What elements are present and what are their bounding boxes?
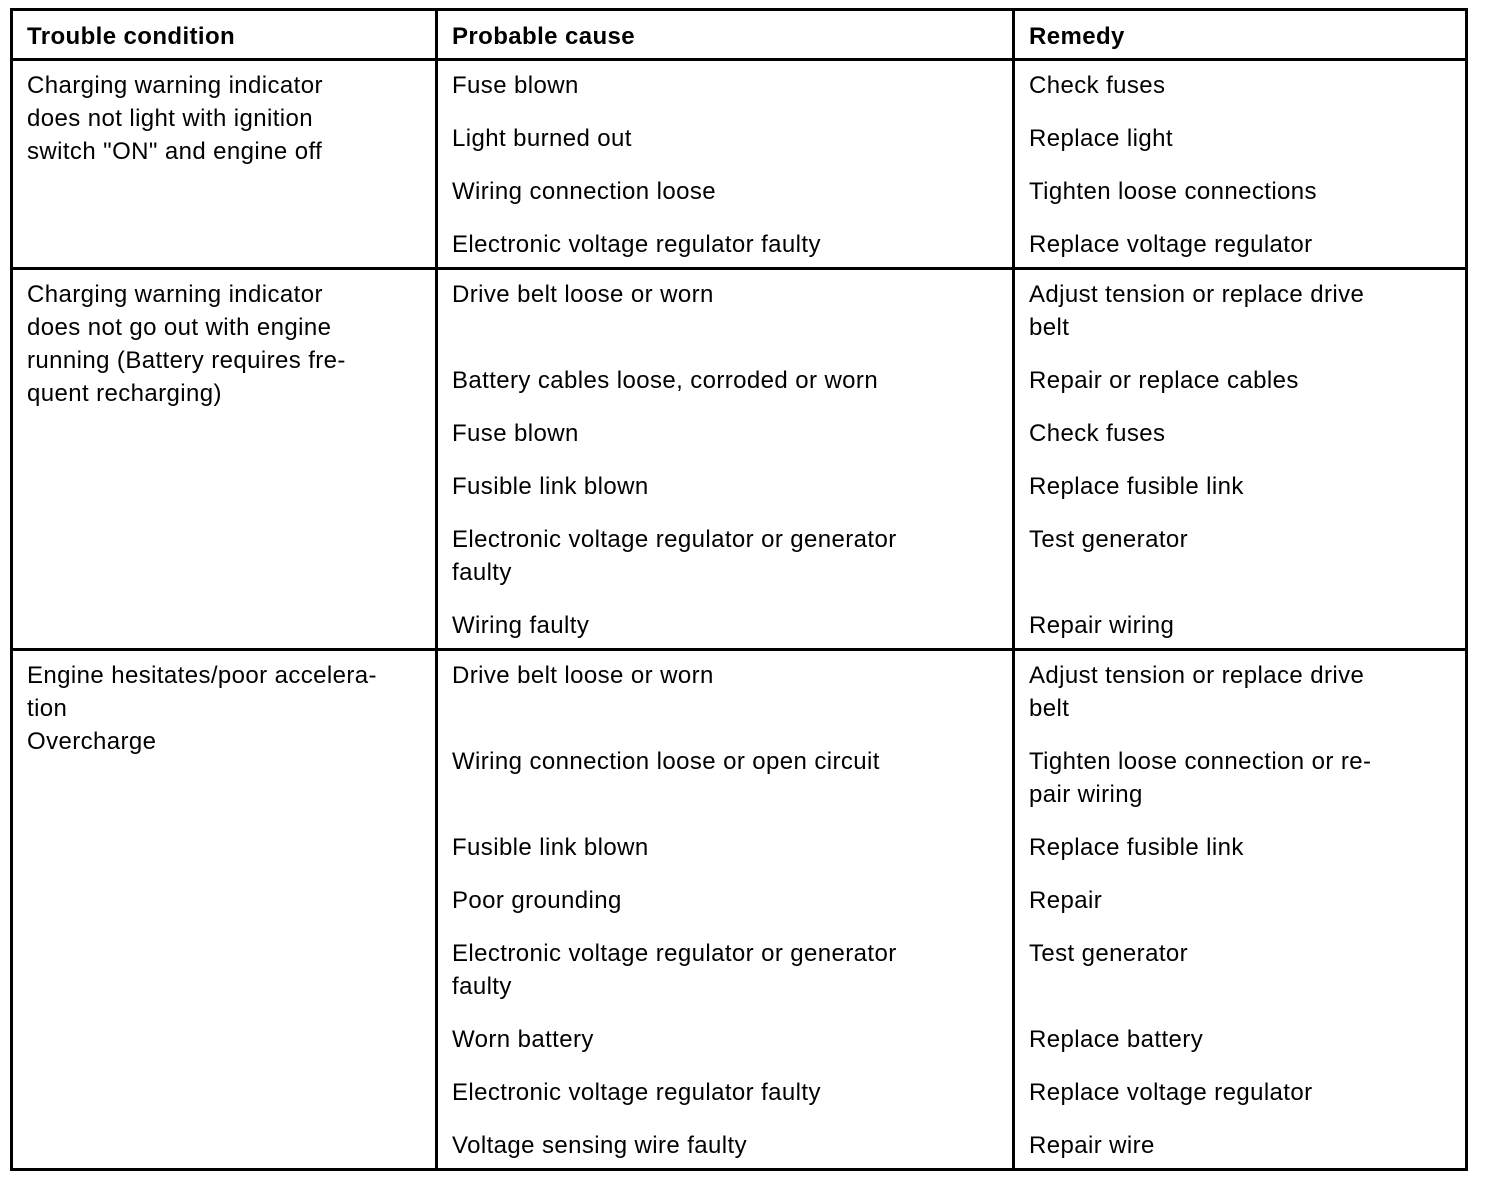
header-trouble-condition: Trouble condition: [12, 10, 437, 60]
remedy-item: Repair: [1029, 887, 1103, 914]
remedy-item: Test generator: [1029, 940, 1189, 967]
probable-cause-item: Battery cables loose, corroded or worn: [452, 367, 879, 394]
trouble-condition-cell: [12, 60, 437, 269]
header-remedy: Remedy: [1014, 10, 1467, 60]
remedy-item: Replace battery: [1029, 1026, 1204, 1053]
probable-cause-item: Light burned out: [452, 125, 632, 152]
probable-cause-item: Fusible link blown: [452, 834, 649, 861]
header-row: [12, 10, 1467, 60]
remedy-item: Adjust tension or replace drive belt: [1029, 281, 1365, 341]
probable-cause-item: Electronic voltage regulator or generator faulty: [452, 526, 897, 586]
trouble-condition-text: Charging warning indicator does not light with ignition switch "ON" and engine off: [27, 72, 323, 165]
probable-cause-cell: [437, 269, 1014, 650]
probable-cause-item: Drive belt loose or worn: [452, 662, 714, 689]
probable-cause-item: Drive belt loose or worn: [452, 281, 714, 308]
remedy-cell: [1014, 269, 1467, 650]
probable-cause-list: [438, 651, 1012, 1168]
probable-cause-item: Electronic voltage regulator faulty: [452, 231, 821, 258]
probable-cause-item: Electronic voltage regulator or generator faulty: [452, 940, 897, 1000]
probable-cause-list: [438, 270, 1012, 648]
probable-cause-item: Wiring faulty: [452, 612, 590, 639]
probable-cause-item: Worn battery: [452, 1026, 594, 1053]
trouble-condition-text: Charging warning indicator does not go out with engine running (Battery requires fre- quent recharging): [27, 281, 346, 407]
probable-cause-item: Electronic voltage regulator faulty: [452, 1079, 821, 1106]
troubleshooting-table: [10, 8, 1468, 1171]
remedy-item: Test generator: [1029, 526, 1189, 553]
remedy-item: Replace light: [1029, 125, 1173, 152]
table-body: [12, 60, 1467, 1170]
probable-cause-item: Poor grounding: [452, 887, 622, 914]
remedy-cell: [1014, 60, 1467, 269]
remedy-list: [1015, 651, 1465, 1168]
probable-cause-item: Fuse blown: [452, 72, 579, 99]
remedy-item: Check fuses: [1029, 72, 1166, 99]
probable-cause-item: Fuse blown: [452, 420, 579, 447]
remedy-item: Replace fusible link: [1029, 834, 1244, 861]
trouble-condition-text: Engine hesitates/poor accelera- tion Overcharge: [27, 662, 377, 755]
table-row: [12, 60, 1467, 269]
table-row: [12, 650, 1467, 1170]
remedy-item: Repair or replace cables: [1029, 367, 1299, 394]
remedy-item: Replace voltage regulator: [1029, 231, 1313, 258]
remedy-list: [1015, 270, 1465, 648]
probable-cause-item: Wiring connection loose or open circuit: [452, 748, 880, 775]
remedy-item: Replace voltage regulator: [1029, 1079, 1313, 1106]
table-row: [12, 269, 1467, 650]
remedy-cell: [1014, 650, 1467, 1170]
probable-cause-item: Wiring connection loose: [452, 178, 717, 205]
probable-cause-item: Voltage sensing wire faulty: [452, 1132, 747, 1159]
remedy-item: Tighten loose connections: [1029, 178, 1317, 205]
remedy-item: Repair wire: [1029, 1132, 1155, 1159]
remedy-item: Replace fusible link: [1029, 473, 1244, 500]
trouble-condition-cell: [12, 650, 437, 1170]
probable-cause-cell: [437, 60, 1014, 269]
remedy-list: [1015, 61, 1465, 267]
remedy-item: Check fuses: [1029, 420, 1166, 447]
probable-cause-item: Fusible link blown: [452, 473, 649, 500]
header-probable-cause: Probable cause: [437, 10, 1014, 60]
remedy-item: Tighten loose connection or re- pair wiring: [1029, 748, 1372, 808]
probable-cause-cell: [437, 650, 1014, 1170]
remedy-item: Repair wiring: [1029, 612, 1175, 639]
remedy-item: Adjust tension or replace drive belt: [1029, 662, 1365, 722]
trouble-condition-cell: [12, 269, 437, 650]
probable-cause-list: [438, 61, 1012, 267]
